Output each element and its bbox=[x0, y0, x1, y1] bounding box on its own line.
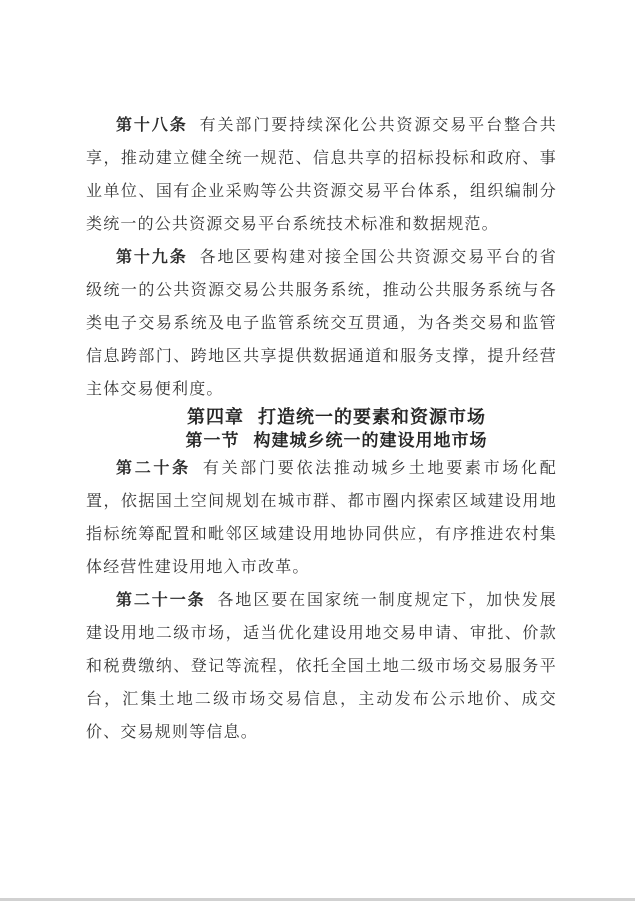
article-number: 第二十一条 bbox=[116, 592, 206, 609]
article-paragraph-18 bbox=[86, 109, 557, 241]
section-label: 第一节 bbox=[185, 431, 240, 450]
article-paragraph-20 bbox=[86, 452, 557, 584]
article-paragraph-19 bbox=[86, 241, 557, 406]
article-text: 有关部门要依法推动城乡土地要素市场化配置，依据国土空间规划在城市群、都市圈内探索区域建设用地指标统筹配置和毗邻区域建设用地协同供应，有序推进农村集体经营性建设用地入市改革。 bbox=[86, 460, 557, 576]
article-text: 各地区要构建对接全国公共资源交易平台的省级统一的公共资源交易公共服务系统，推动公共服务系统与各类电子交易系统及电子监管系统交互贯通，为各类交易和监管信息跨部门、跨地区共享提供数据通道和服务支撑，提升经营主体交易便利度。 bbox=[86, 249, 557, 398]
section-heading bbox=[86, 429, 557, 452]
section-title: 构建城乡统一的建设用地市场 bbox=[253, 431, 488, 450]
chapter-heading bbox=[86, 406, 557, 429]
article-paragraph-21 bbox=[86, 584, 557, 749]
article-text: 有关部门要持续深化公共资源交易平台整合共享，推动建立健全统一规范、信息共享的招标投标和政府、事业单位、国有企业采购等公共资源交易平台体系，组织编制分类统一的公共资源交易平台系统技术标准和数据规范。 bbox=[86, 117, 557, 233]
article-number: 第二十条 bbox=[116, 460, 191, 477]
article-number: 第十八条 bbox=[116, 117, 188, 134]
chapter-label: 第四章 bbox=[187, 407, 244, 427]
document-content bbox=[86, 109, 557, 749]
article-number: 第十九条 bbox=[116, 249, 188, 266]
article-text: 各地区要在国家统一制度规定下，加快发展建设用地二级市场，适当优化建设用地交易申请、审批、价款和税费缴纳、登记等流程，依托全国土地二级市场交易服务平台，汇集土地二级市场交易信息，主动发布公示地价、成交价、交易规则等信息。 bbox=[86, 592, 557, 741]
chapter-title: 打造统一的要素和资源市场 bbox=[258, 407, 486, 427]
